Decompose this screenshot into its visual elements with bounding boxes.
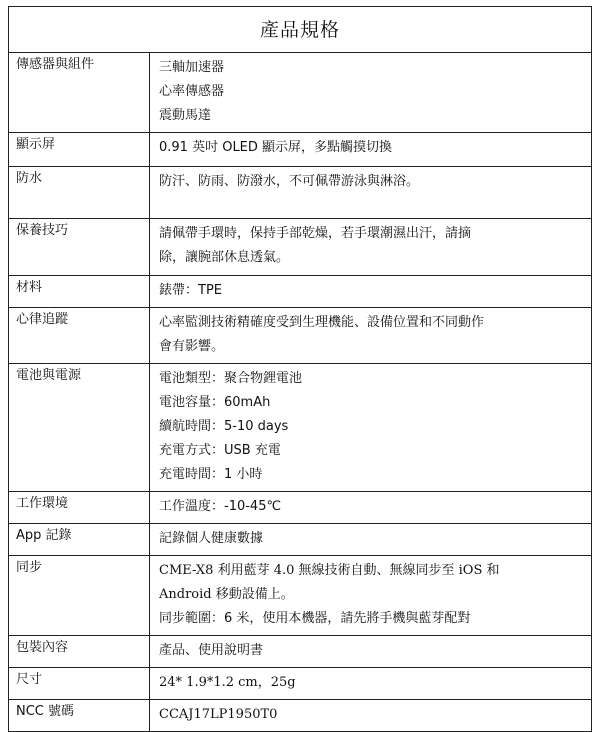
spec-label: 心律追蹤 [9, 308, 150, 364]
spec-row-material [9, 276, 592, 308]
spec-row-sync [9, 556, 592, 636]
spec-label: 防水 [9, 167, 150, 219]
spec-row-app [9, 524, 592, 556]
value-line: 震動馬達 [159, 108, 212, 123]
spec-label: 尺寸 [9, 668, 150, 700]
value-line: 續航時間：5-10 days [159, 419, 289, 434]
value-line: 除，讓腕部休息透氣。 [159, 250, 290, 265]
spec-label: 包裝內容 [9, 636, 150, 668]
spec-row-water [9, 167, 592, 219]
value-line: 充電時間：1 小時 [159, 467, 263, 482]
value-line: 電池類型：聚合物鋰電池 [159, 371, 303, 386]
spec-value: 工作溫度：-10-45℃ [150, 492, 592, 524]
spec-row-size [9, 668, 592, 700]
spec-label: NCC 號碼 [9, 700, 150, 732]
spec-row-battery [9, 364, 592, 492]
spec-label: 同步 [9, 556, 150, 636]
spec-row-heart [9, 308, 592, 364]
spec-value [150, 308, 592, 364]
value-line: 充電方式：USB 充電 [159, 443, 281, 458]
value-line: 請佩帶手環時，保持手部乾燥，若手環潮濕出汗，請摘 [159, 226, 472, 241]
table-title: 產品規格 [9, 7, 592, 53]
title-row [9, 7, 592, 53]
value-line: 會有影響。 [159, 339, 225, 354]
spec-row-ncc [9, 700, 592, 732]
spec-value: 0.91 英吋 OLED 顯示屏，多點觸摸切換 [150, 133, 592, 167]
spec-row-sensor [9, 53, 592, 133]
value-line: 心率監測技術精確度受到生理機能、設備位置和不同動作 [159, 315, 485, 330]
spec-value [150, 364, 592, 492]
spec-value: 錶帶：TPE [150, 276, 592, 308]
spec-label: 傳感器與組件 [9, 53, 150, 133]
spec-label: 材料 [9, 276, 150, 308]
value-line: 三軸加速器 [159, 60, 225, 75]
spec-label: 電池與電源 [9, 364, 150, 492]
spec-row-env [9, 492, 592, 524]
spec-value: 記錄個人健康數據 [150, 524, 592, 556]
spec-value [150, 53, 592, 133]
spec-row-care [9, 219, 592, 276]
value-line: 心率傳感器 [159, 84, 225, 99]
spec-row-display [9, 133, 592, 167]
spec-value: 產品、使用說明書 [150, 636, 592, 668]
spec-value [150, 556, 592, 636]
spec-table [8, 6, 592, 732]
value-line: 電池容量：60mAh [159, 395, 271, 410]
value-line: 同步範圍：6 米，使用本機器，請先將手機與藍芽配對 [159, 611, 471, 626]
spec-value: 24* 1.9*1.2 cm，25g [150, 668, 592, 700]
spec-label: 保養技巧 [9, 219, 150, 276]
spec-row-package [9, 636, 592, 668]
value-line: CME-X8 利用藍芽 4.0 無線技術自動、無線同步至 iOS 和 [159, 563, 500, 578]
spec-value [150, 219, 592, 276]
spec-label: App 記錄 [9, 524, 150, 556]
spec-value: 防汗、防雨、防潑水，不可佩帶游泳與淋浴。 [150, 167, 592, 219]
value-line: Android 移動設備上。 [159, 587, 294, 602]
spec-label: 顯示屏 [9, 133, 150, 167]
spec-label: 工作環境 [9, 492, 150, 524]
spec-value: CCAJ17LP1950T0 [150, 700, 592, 732]
